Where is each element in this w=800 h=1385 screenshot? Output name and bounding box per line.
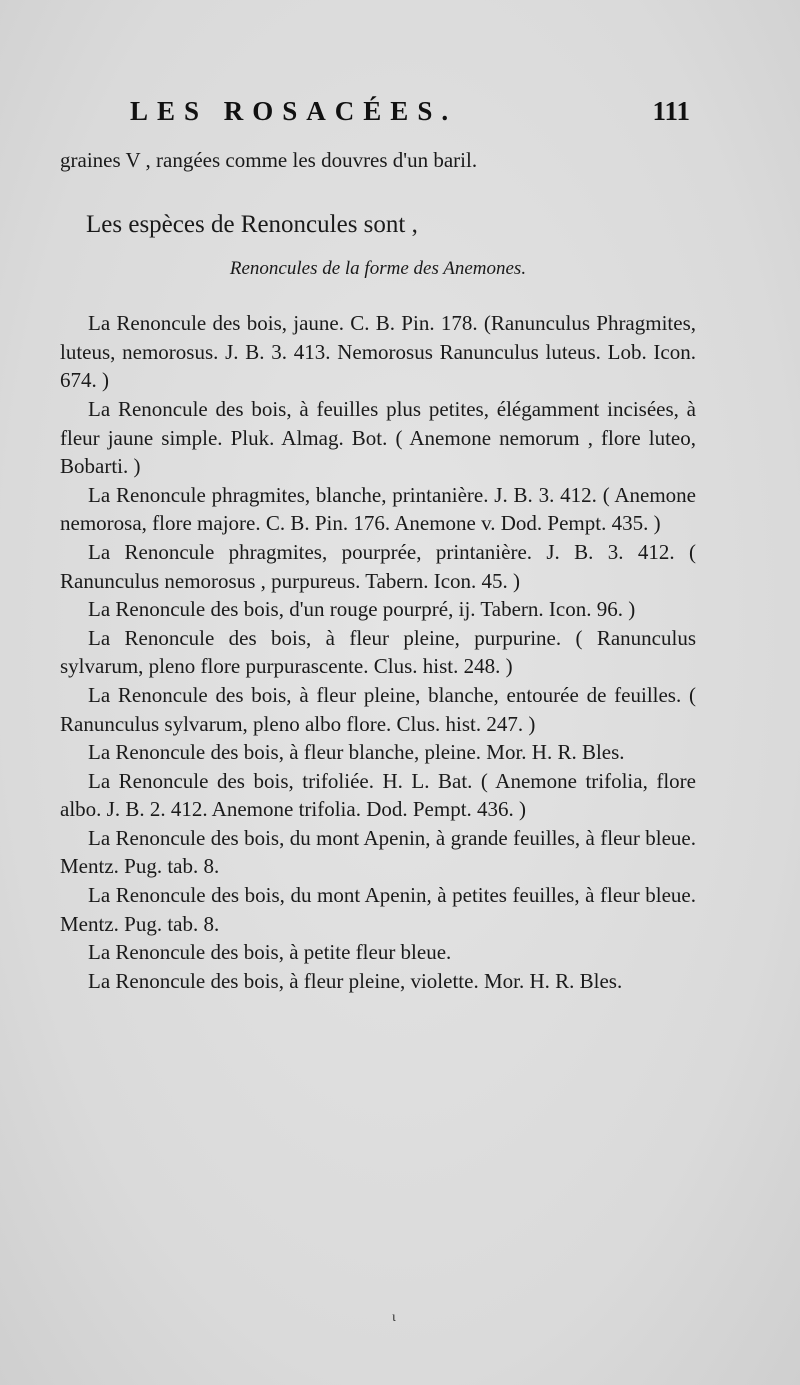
species-entry: La Renoncule phragmites, pourprée, printanière. J. B. 3. 412. ( Ranunculus nemorosus , purpureus. Tabern. Icon. 45. ) <box>60 539 696 593</box>
continuation-paragraph: graines V , rangées comme les douvres d'un baril. <box>60 148 478 172</box>
species-entry: La Renoncule des bois, à petite fleur bleue. <box>88 940 452 965</box>
signature-mark: ι <box>392 1310 396 1325</box>
species-entry: La Renoncule des bois, à feuilles plus petites, élégamment incisées, à fleur jaune simple. Pluk. Almag. Bot. ( Anemone nemorum , flore luteo, Bobarti. ) <box>60 396 696 479</box>
species-entry: La Renoncule des bois, à fleur pleine, purpurine. ( Ranunculus sylvarum, pleno flore purpurascente. Clus. hist. 248. ) <box>60 625 696 679</box>
running-title: LES ROSACÉES. <box>130 96 458 126</box>
body-text <box>60 145 696 995</box>
species-entry: La Renoncule des bois, à fleur pleine, violette. Mor. H. R. Bles. <box>88 968 623 993</box>
page-number: 111 <box>652 96 690 126</box>
subheading: Renoncules de la forme des Anemones. <box>229 258 527 280</box>
page-header <box>0 96 800 136</box>
species-entry: La Renoncule des bois, à fleur pleine, blanche, entourée de feuilles. ( Ranunculus sylvarum, pleno albo flore. Clus. hist. 247. ) <box>60 682 696 736</box>
species-entry: La Renoncule des bois, d'un rouge pourpré, ij. Tabern. Icon. 96. ) <box>88 597 636 622</box>
species-entry: La Renoncule des bois, du mont Apenin, à grande feuilles, à fleur bleue. Mentz. Pug. tab. 8. <box>60 825 696 879</box>
species-entry: La Renoncule phragmites, blanche, printanière. J. B. 3. 412. ( Anemone nemorosa, flore majore. C. B. Pin. 176. Anemone v. Dod. Pempt. 435. ) <box>60 482 696 536</box>
species-entry: La Renoncule des bois, du mont Apenin, à petites feuilles, à fleur bleue. Mentz. Pug. tab. 8. <box>60 883 696 936</box>
species-entry: La Renoncule des bois, à fleur blanche, pleine. Mor. H. R. Bles. <box>88 740 625 765</box>
species-entry: La Renoncule des bois, trifoliée. H. L. Bat. ( Anemone trifolia, flore albo. J. B. 2. 412. Anemone trifolia. Dod. Pempt. 436. ) <box>60 768 696 822</box>
section-heading: Les espèces de Renoncules sont , <box>86 211 418 239</box>
species-entry: La Renoncule des bois, jaune. C. B. Pin. 178. (Ranunculus Phragmites, luteus, nemorosus. J. B. 3. 413. Nemorosus Ranunculus luteus. Lob. Icon. 674. ) <box>60 311 696 393</box>
